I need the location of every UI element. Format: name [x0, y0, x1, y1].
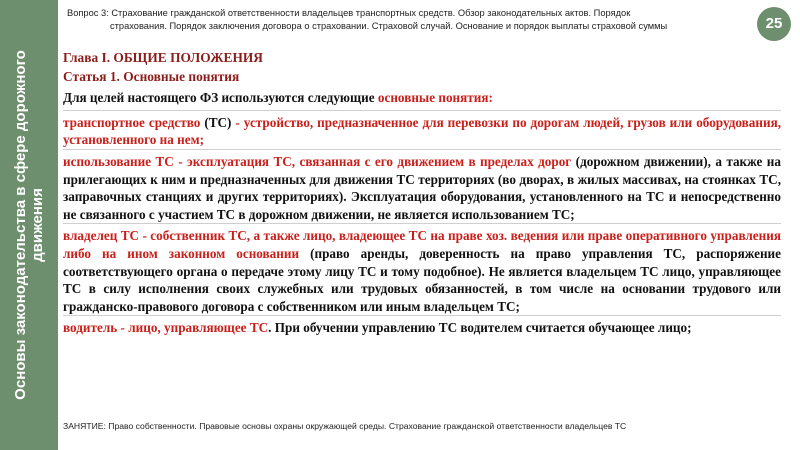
definition-dash: -: [173, 153, 188, 169]
article-title: Статья 1. Основные понятия: [63, 68, 240, 84]
definition-rest: (дорожном движении), а также на прилегающих к ним и предназначенных для движения ТС территориях (во дворах, в жилых массивах, на стоянках ТС, заправочных станциях и других территориях). Эксплуатация оборудования, установленного на ТС и непосредственно не связанного с участием ТС в дорожном движении, не является использованием ТС;: [63, 153, 781, 222]
definition-dash: -: [117, 320, 129, 336]
definition-text: лицо, управляющее ТС: [128, 320, 269, 336]
intro-paragraph: [63, 89, 781, 107]
sidebar: [0, 0, 58, 450]
definition-abbr: (ТС): [200, 114, 236, 130]
definition-dash: -: [139, 228, 151, 244]
definition-rest: (право аренды, доверенность на право управления ТС, распоряжение соответствующего органа о передаче этому лицу ТС и тому подобное). Не является владельцем ТС лицо, управляющее ТС в силу исполнения своих служебных или трудовых обязанностей, в том числе на основании трудового или гражданско-правового договора с собственником или иным владельцем ТС;: [63, 245, 781, 314]
question-header: [67, 7, 747, 32]
definition-text: устройство, предназначенное для перевозки по дорогам людей, грузов или оборудования, установленного на нем;: [63, 114, 782, 148]
definition-term: владелец ТС: [63, 228, 140, 244]
definition-item: [63, 149, 781, 223]
lesson-footer: ЗАНЯТИЕ: Право собственности. Правовые основы охраны окружающей среды. Страхование гражданской ответственности владельцев ТС: [63, 421, 627, 431]
definition-rest: . При обучении управлению ТС водителем считается обучающее лицо;: [268, 320, 692, 336]
definition-text: собственник ТС, а также лицо, владеющее ТС на праве хоз. ведения или праве оперативного управления либо на ином законном основании: [63, 228, 781, 261]
definition-term: транспортное средство: [63, 114, 201, 130]
definition-term: использование ТС: [63, 153, 174, 169]
main-content: [63, 49, 781, 337]
header-line-2: страхования. Порядок заключения договора о страховании. Страховой случай. Основание и порядок выплаты страховой суммы: [110, 20, 668, 31]
intro-highlight: основные понятия:: [377, 90, 493, 106]
definition-item: [63, 315, 781, 337]
definition-term: водитель: [63, 320, 118, 336]
chapter-title: Глава I. ОБЩИЕ ПОЛОЖЕНИЯ: [63, 50, 263, 65]
definition-text: эксплуатация ТС, связанная с его движением в пределах дорог: [187, 153, 572, 169]
page-number-badge: 25: [757, 7, 791, 41]
definition-dash: -: [235, 114, 244, 130]
sidebar-title: Основы законодательства в сфере дорожного движения: [12, 50, 46, 400]
intro-text: Для целей настоящего ФЗ используются следующие: [63, 90, 378, 106]
definition-item: [63, 223, 781, 315]
header-line-1: Вопрос 3: Страхование гражданской ответственности владельцев транспортных средств. Обзор законодательных актов. Порядок: [67, 8, 631, 18]
definition-item: [63, 110, 781, 149]
